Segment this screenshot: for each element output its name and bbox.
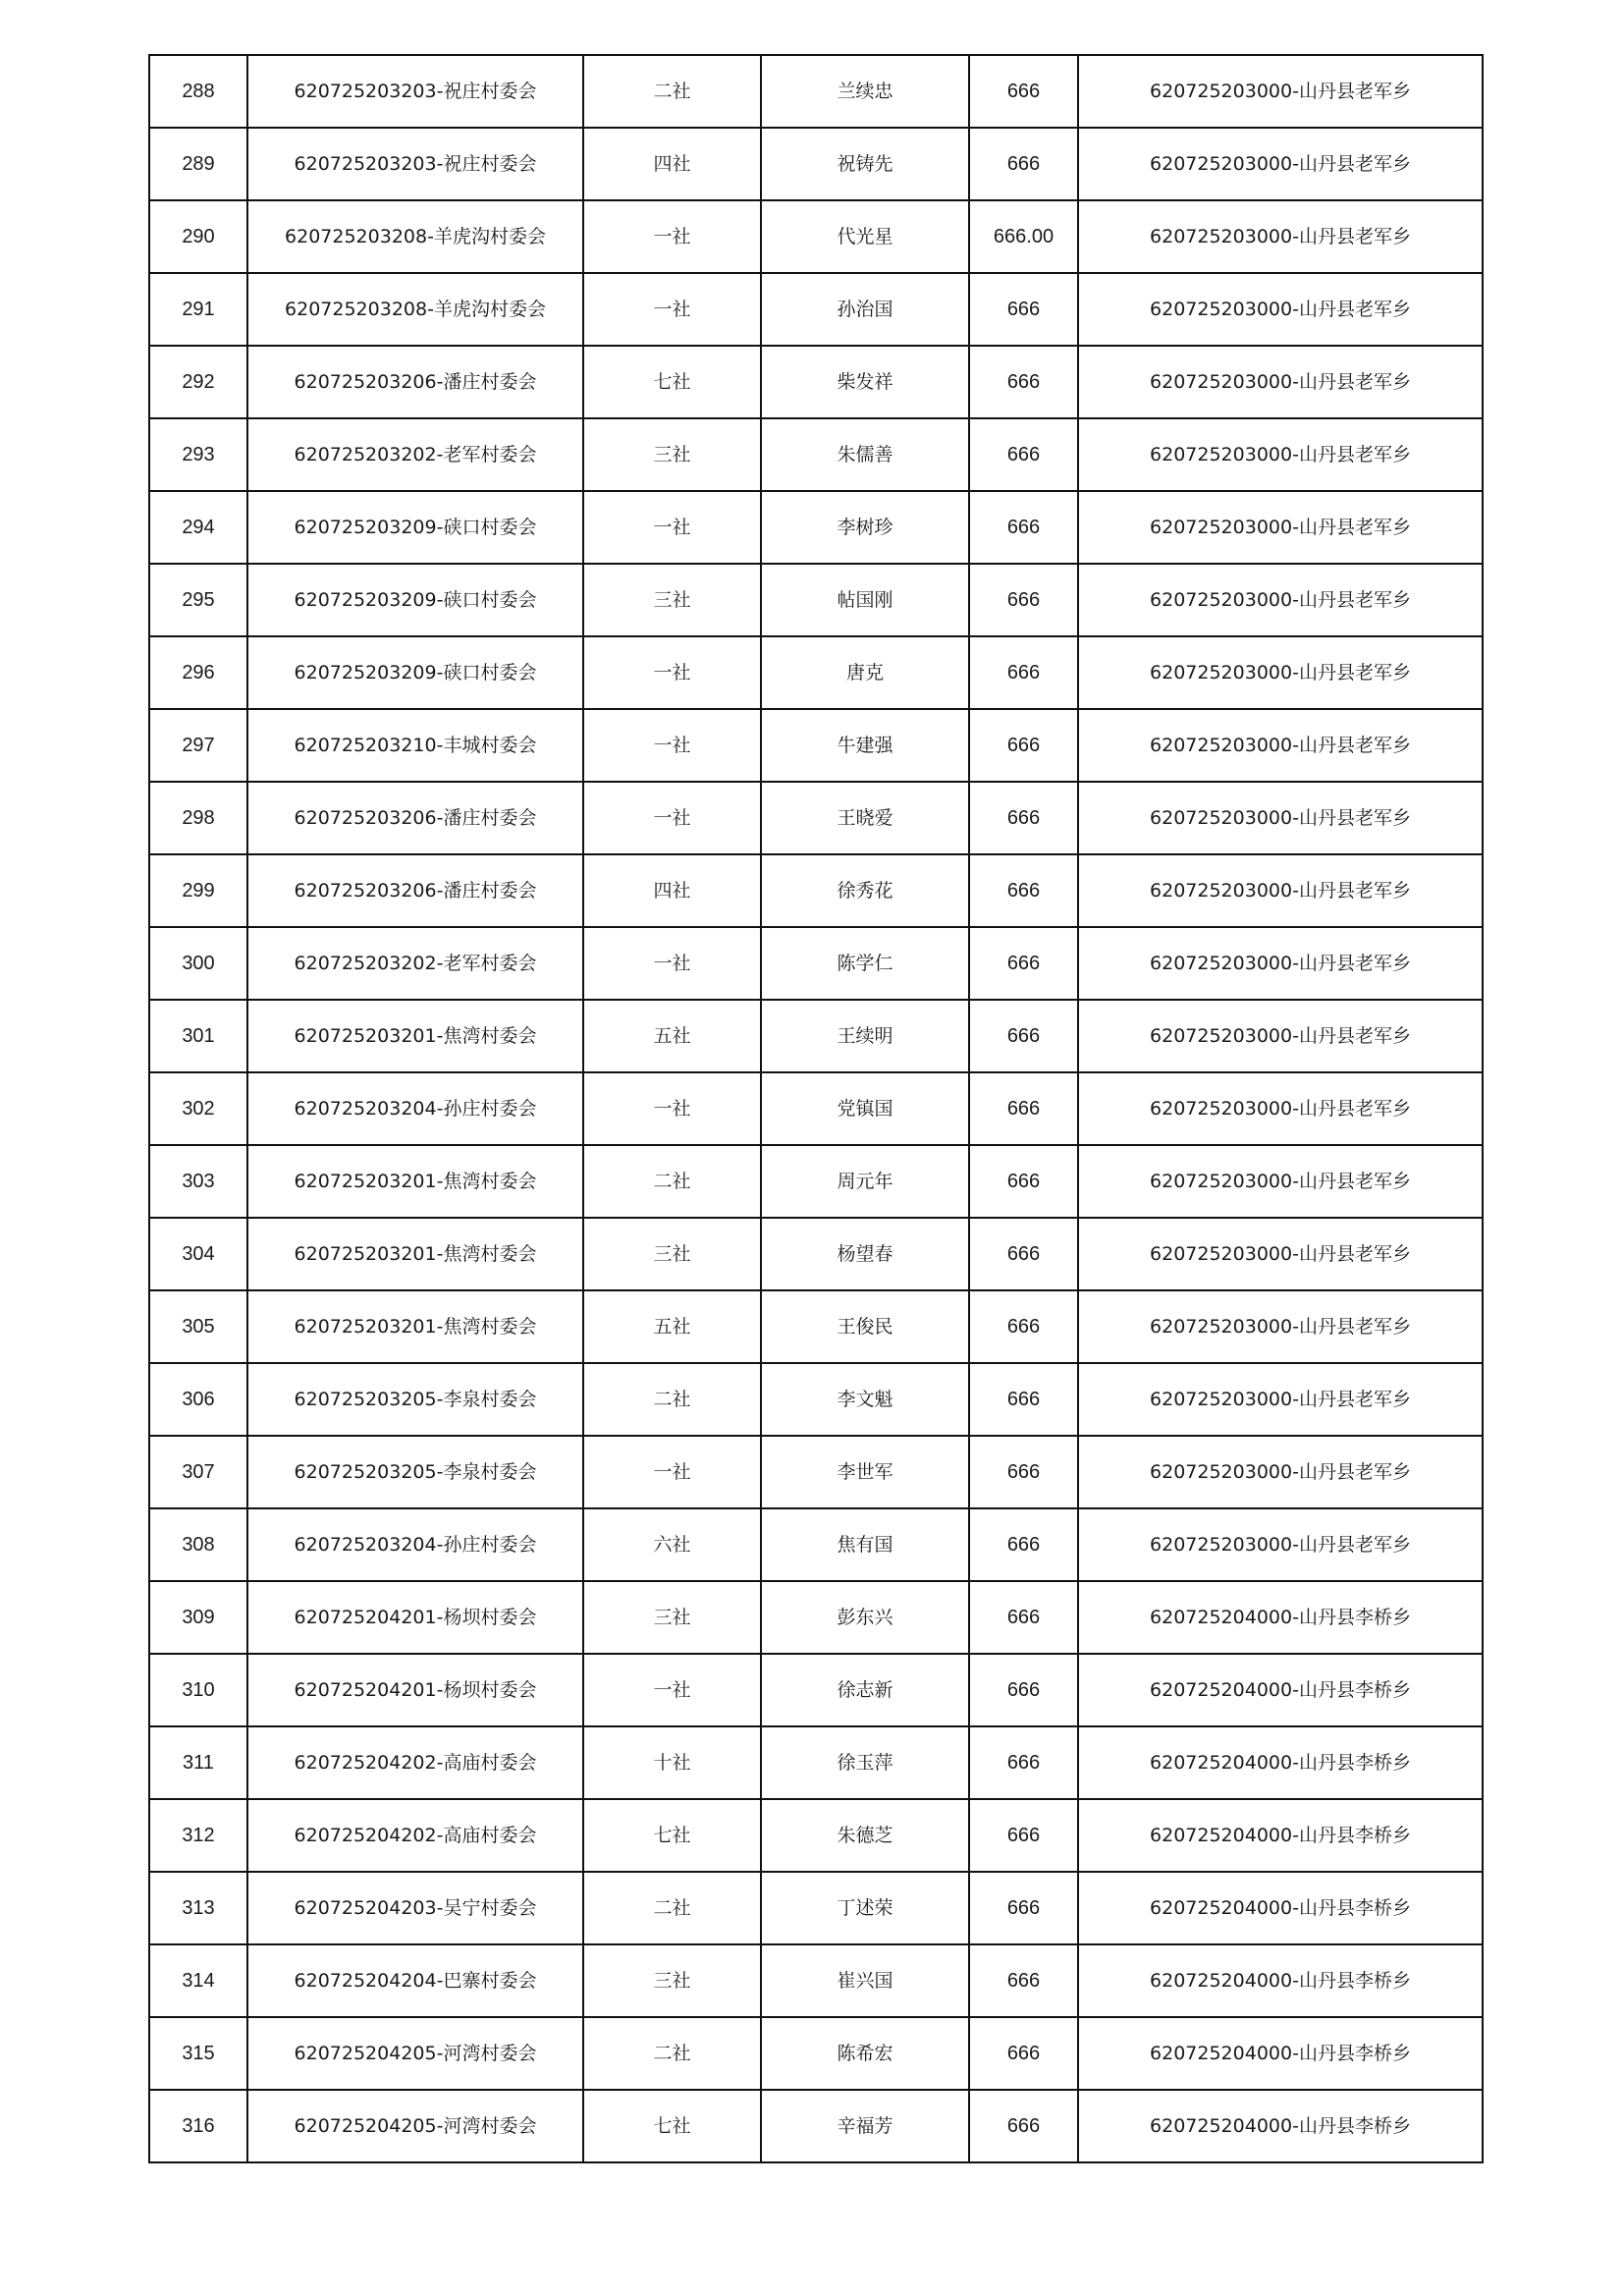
table-row — [149, 1436, 1483, 1508]
amount-cell: 666 — [969, 2017, 1078, 2090]
township-cell: 620725203000-山丹县老军乡 — [1078, 1145, 1483, 1218]
township-cell: 620725204000-山丹县李桥乡 — [1078, 2090, 1483, 2162]
name-cell: 兰续忠 — [761, 55, 969, 128]
village-committee-cell: 620725203204-孙庄村委会 — [247, 1072, 583, 1145]
table-row — [149, 782, 1483, 854]
name-cell: 王晓爱 — [761, 782, 969, 854]
amount-cell: 666 — [969, 1218, 1078, 1290]
table-row — [149, 346, 1483, 418]
amount-cell: 666 — [969, 1799, 1078, 1872]
row-number-cell: 309 — [149, 1581, 247, 1654]
township-cell: 620725203000-山丹县老军乡 — [1078, 1218, 1483, 1290]
row-number-cell: 294 — [149, 491, 247, 564]
amount-cell: 666 — [969, 709, 1078, 782]
name-cell: 徐玉萍 — [761, 1726, 969, 1799]
table-row — [149, 564, 1483, 636]
village-committee-cell: 620725203208-羊虎沟村委会 — [247, 200, 583, 273]
township-cell: 620725203000-山丹县老军乡 — [1078, 1000, 1483, 1072]
township-cell: 620725203000-山丹县老军乡 — [1078, 1508, 1483, 1581]
group-cell: 二社 — [583, 1363, 761, 1436]
table-row — [149, 1000, 1483, 1072]
township-cell: 620725204000-山丹县李桥乡 — [1078, 1799, 1483, 1872]
village-committee-cell: 620725203206-潘庄村委会 — [247, 782, 583, 854]
amount-cell: 666 — [969, 636, 1078, 709]
amount-cell: 666 — [969, 1290, 1078, 1363]
row-number-cell: 297 — [149, 709, 247, 782]
group-cell: 二社 — [583, 1145, 761, 1218]
amount-cell: 666 — [969, 2090, 1078, 2162]
group-cell: 六社 — [583, 1508, 761, 1581]
village-committee-cell: 620725204205-河湾村委会 — [247, 2090, 583, 2162]
village-committee-cell: 620725203208-羊虎沟村委会 — [247, 273, 583, 346]
village-committee-cell: 620725203209-硖口村委会 — [247, 491, 583, 564]
village-committee-cell: 620725203206-潘庄村委会 — [247, 346, 583, 418]
township-cell: 620725204000-山丹县李桥乡 — [1078, 2017, 1483, 2090]
village-committee-cell: 620725203209-硖口村委会 — [247, 636, 583, 709]
village-committee-cell: 620725204205-河湾村委会 — [247, 2017, 583, 2090]
name-cell: 唐克 — [761, 636, 969, 709]
township-cell: 620725204000-山丹县李桥乡 — [1078, 1944, 1483, 2017]
row-number-cell: 290 — [149, 200, 247, 273]
table-row — [149, 491, 1483, 564]
table-row — [149, 128, 1483, 200]
group-cell: 一社 — [583, 1072, 761, 1145]
amount-cell: 666 — [969, 1000, 1078, 1072]
amount-cell: 666.00 — [969, 200, 1078, 273]
table-row — [149, 273, 1483, 346]
row-number-cell: 291 — [149, 273, 247, 346]
amount-cell: 666 — [969, 273, 1078, 346]
table-row — [149, 1944, 1483, 2017]
name-cell: 代光星 — [761, 200, 969, 273]
group-cell: 一社 — [583, 927, 761, 1000]
row-number-cell: 293 — [149, 418, 247, 491]
village-committee-cell: 620725204204-巴寨村委会 — [247, 1944, 583, 2017]
village-committee-cell: 620725203205-李泉村委会 — [247, 1363, 583, 1436]
table-row — [149, 709, 1483, 782]
row-number-cell: 308 — [149, 1508, 247, 1581]
village-committee-cell: 620725204202-高庙村委会 — [247, 1799, 583, 1872]
township-cell: 620725203000-山丹县老军乡 — [1078, 128, 1483, 200]
township-cell: 620725203000-山丹县老军乡 — [1078, 273, 1483, 346]
group-cell: 七社 — [583, 1799, 761, 1872]
row-number-cell: 288 — [149, 55, 247, 128]
table-row — [149, 2090, 1483, 2162]
table-row — [149, 1290, 1483, 1363]
group-cell: 一社 — [583, 1436, 761, 1508]
row-number-cell: 302 — [149, 1072, 247, 1145]
group-cell: 一社 — [583, 636, 761, 709]
amount-cell: 666 — [969, 854, 1078, 927]
name-cell: 崔兴国 — [761, 1944, 969, 2017]
village-committee-cell: 620725203201-焦湾村委会 — [247, 1218, 583, 1290]
row-number-cell: 299 — [149, 854, 247, 927]
table-row — [149, 1363, 1483, 1436]
name-cell: 祝铸先 — [761, 128, 969, 200]
table-row — [149, 636, 1483, 709]
row-number-cell: 296 — [149, 636, 247, 709]
amount-cell: 666 — [969, 418, 1078, 491]
row-number-cell: 315 — [149, 2017, 247, 2090]
name-cell: 王续明 — [761, 1000, 969, 1072]
amount-cell: 666 — [969, 346, 1078, 418]
township-cell: 620725204000-山丹县李桥乡 — [1078, 1726, 1483, 1799]
row-number-cell: 304 — [149, 1218, 247, 1290]
row-number-cell: 306 — [149, 1363, 247, 1436]
name-cell: 彭东兴 — [761, 1581, 969, 1654]
row-number-cell: 300 — [149, 927, 247, 1000]
amount-cell: 666 — [969, 1654, 1078, 1726]
village-committee-cell: 620725203201-焦湾村委会 — [247, 1000, 583, 1072]
name-cell: 焦有国 — [761, 1508, 969, 1581]
row-number-cell: 312 — [149, 1799, 247, 1872]
township-cell: 620725203000-山丹县老军乡 — [1078, 418, 1483, 491]
group-cell: 一社 — [583, 491, 761, 564]
name-cell: 孙治国 — [761, 273, 969, 346]
table-row — [149, 55, 1483, 128]
township-cell: 620725203000-山丹县老军乡 — [1078, 1363, 1483, 1436]
township-cell: 620725203000-山丹县老军乡 — [1078, 491, 1483, 564]
name-cell: 朱德芝 — [761, 1799, 969, 1872]
name-cell: 王俊民 — [761, 1290, 969, 1363]
name-cell: 帖国刚 — [761, 564, 969, 636]
township-cell: 620725203000-山丹县老军乡 — [1078, 200, 1483, 273]
township-cell: 620725203000-山丹县老军乡 — [1078, 346, 1483, 418]
name-cell: 陈学仁 — [761, 927, 969, 1000]
township-cell: 620725203000-山丹县老军乡 — [1078, 782, 1483, 854]
group-cell: 三社 — [583, 1218, 761, 1290]
township-cell: 620725203000-山丹县老军乡 — [1078, 564, 1483, 636]
township-cell: 620725203000-山丹县老军乡 — [1078, 1436, 1483, 1508]
group-cell: 三社 — [583, 564, 761, 636]
village-committee-cell: 620725203206-潘庄村委会 — [247, 854, 583, 927]
amount-cell: 666 — [969, 1145, 1078, 1218]
name-cell: 辛福芳 — [761, 2090, 969, 2162]
row-number-cell: 292 — [149, 346, 247, 418]
row-number-cell: 314 — [149, 1944, 247, 2017]
name-cell: 杨望春 — [761, 1218, 969, 1290]
village-committee-cell: 620725204201-杨坝村委会 — [247, 1654, 583, 1726]
township-cell: 620725204000-山丹县李桥乡 — [1078, 1872, 1483, 1944]
group-cell: 三社 — [583, 418, 761, 491]
village-committee-cell: 620725203210-丰城村委会 — [247, 709, 583, 782]
group-cell: 七社 — [583, 346, 761, 418]
township-cell: 620725203000-山丹县老军乡 — [1078, 1290, 1483, 1363]
group-cell: 一社 — [583, 200, 761, 273]
name-cell: 陈希宏 — [761, 2017, 969, 2090]
table-row — [149, 418, 1483, 491]
name-cell: 李世军 — [761, 1436, 969, 1508]
table-row — [149, 1145, 1483, 1218]
amount-cell: 666 — [969, 1944, 1078, 2017]
name-cell: 牛建强 — [761, 709, 969, 782]
table-row — [149, 1799, 1483, 1872]
row-number-cell: 289 — [149, 128, 247, 200]
row-number-cell: 311 — [149, 1726, 247, 1799]
village-committee-cell: 620725203204-孙庄村委会 — [247, 1508, 583, 1581]
table-row — [149, 1654, 1483, 1726]
group-cell: 二社 — [583, 1872, 761, 1944]
group-cell: 四社 — [583, 128, 761, 200]
township-cell: 620725203000-山丹县老军乡 — [1078, 927, 1483, 1000]
table-row — [149, 2017, 1483, 2090]
name-cell: 李树珍 — [761, 491, 969, 564]
table-row — [149, 1581, 1483, 1654]
row-number-cell: 316 — [149, 2090, 247, 2162]
name-cell: 党镇国 — [761, 1072, 969, 1145]
village-committee-cell: 620725203201-焦湾村委会 — [247, 1290, 583, 1363]
table-body — [149, 55, 1483, 2162]
name-cell: 李文魁 — [761, 1363, 969, 1436]
village-committee-cell: 620725203203-祝庄村委会 — [247, 55, 583, 128]
township-cell: 620725204000-山丹县李桥乡 — [1078, 1654, 1483, 1726]
amount-cell: 666 — [969, 1436, 1078, 1508]
amount-cell: 666 — [969, 1726, 1078, 1799]
village-committee-cell: 620725203209-硖口村委会 — [247, 564, 583, 636]
amount-cell: 666 — [969, 491, 1078, 564]
amount-cell: 666 — [969, 782, 1078, 854]
name-cell: 朱儒善 — [761, 418, 969, 491]
township-cell: 620725203000-山丹县老军乡 — [1078, 1072, 1483, 1145]
group-cell: 五社 — [583, 1000, 761, 1072]
row-number-cell: 313 — [149, 1872, 247, 1944]
group-cell: 二社 — [583, 55, 761, 128]
amount-cell: 666 — [969, 1872, 1078, 1944]
table-row — [149, 854, 1483, 927]
row-number-cell: 295 — [149, 564, 247, 636]
village-committee-cell: 620725203203-祝庄村委会 — [247, 128, 583, 200]
row-number-cell: 307 — [149, 1436, 247, 1508]
village-committee-cell: 620725204201-杨坝村委会 — [247, 1581, 583, 1654]
group-cell: 四社 — [583, 854, 761, 927]
table-row — [149, 1508, 1483, 1581]
amount-cell: 666 — [969, 1072, 1078, 1145]
name-cell: 周元年 — [761, 1145, 969, 1218]
group-cell: 五社 — [583, 1290, 761, 1363]
table-row — [149, 1872, 1483, 1944]
group-cell: 三社 — [583, 1581, 761, 1654]
row-number-cell: 310 — [149, 1654, 247, 1726]
amount-cell: 666 — [969, 1363, 1078, 1436]
group-cell: 七社 — [583, 2090, 761, 2162]
village-committee-cell: 620725203205-李泉村委会 — [247, 1436, 583, 1508]
table-row — [149, 927, 1483, 1000]
name-cell: 柴发祥 — [761, 346, 969, 418]
amount-cell: 666 — [969, 1508, 1078, 1581]
row-number-cell: 301 — [149, 1000, 247, 1072]
amount-cell: 666 — [969, 564, 1078, 636]
village-committee-cell: 620725204203-吴宁村委会 — [247, 1872, 583, 1944]
name-cell: 丁述荣 — [761, 1872, 969, 1944]
township-cell: 620725204000-山丹县李桥乡 — [1078, 1581, 1483, 1654]
group-cell: 二社 — [583, 2017, 761, 2090]
group-cell: 十社 — [583, 1726, 761, 1799]
village-committee-cell: 620725204202-高庙村委会 — [247, 1726, 583, 1799]
table-row — [149, 1726, 1483, 1799]
beneficiary-table — [148, 54, 1484, 2163]
table-row — [149, 200, 1483, 273]
township-cell: 620725203000-山丹县老军乡 — [1078, 55, 1483, 128]
group-cell: 三社 — [583, 1944, 761, 2017]
group-cell: 一社 — [583, 709, 761, 782]
township-cell: 620725203000-山丹县老军乡 — [1078, 709, 1483, 782]
township-cell: 620725203000-山丹县老军乡 — [1078, 636, 1483, 709]
name-cell: 徐志新 — [761, 1654, 969, 1726]
group-cell: 一社 — [583, 782, 761, 854]
group-cell: 一社 — [583, 273, 761, 346]
group-cell: 一社 — [583, 1654, 761, 1726]
row-number-cell: 305 — [149, 1290, 247, 1363]
row-number-cell: 303 — [149, 1145, 247, 1218]
village-committee-cell: 620725203202-老军村委会 — [247, 927, 583, 1000]
amount-cell: 666 — [969, 128, 1078, 200]
name-cell: 徐秀花 — [761, 854, 969, 927]
amount-cell: 666 — [969, 55, 1078, 128]
village-committee-cell: 620725203202-老军村委会 — [247, 418, 583, 491]
table-row — [149, 1072, 1483, 1145]
table-row — [149, 1218, 1483, 1290]
amount-cell: 666 — [969, 927, 1078, 1000]
row-number-cell: 298 — [149, 782, 247, 854]
village-committee-cell: 620725203201-焦湾村委会 — [247, 1145, 583, 1218]
township-cell: 620725203000-山丹县老军乡 — [1078, 854, 1483, 927]
amount-cell: 666 — [969, 1581, 1078, 1654]
